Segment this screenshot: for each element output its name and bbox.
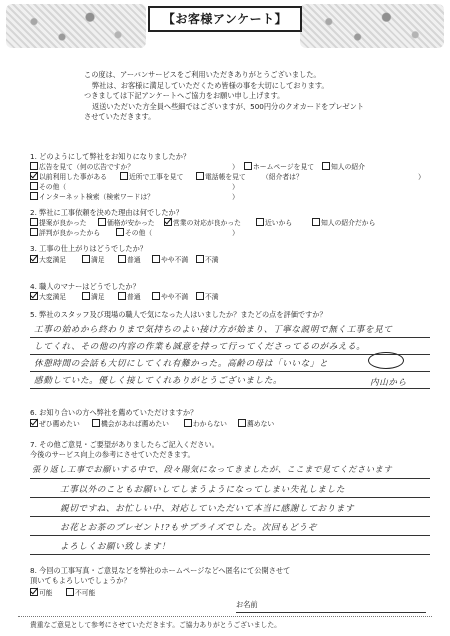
- checkbox-checked[interactable]: [30, 588, 38, 596]
- checkbox[interactable]: [196, 172, 204, 180]
- q1-label: 1. どのようにして弊社をお知りになりましたか？: [30, 152, 191, 161]
- q7-answer-line: 工事以外のこともお願いしてしまうようになってしまい失礼しました: [60, 485, 346, 495]
- q6-label: 6. お知り合いの方へ弊社を薦めていただけますか？: [30, 408, 198, 417]
- answer-underline: [30, 371, 430, 372]
- q1-option-introducer[interactable]: （紹介者は？: [262, 173, 303, 181]
- q8-option-no[interactable]: 不可能: [66, 588, 95, 598]
- paren-close: ）: [232, 183, 239, 191]
- q4-label: 4. 職人のマナーはどうでしたか？: [30, 282, 140, 291]
- checkbox-checked[interactable]: [30, 255, 38, 263]
- checkbox[interactable]: [118, 292, 126, 300]
- checkbox-checked[interactable]: [30, 419, 38, 427]
- paren-close: ）: [232, 163, 239, 171]
- footer-divider: [18, 616, 432, 617]
- q8-option-yes[interactable]: 可能: [30, 588, 53, 598]
- q2-option-proposal[interactable]: 提案が良かった: [30, 218, 87, 228]
- name-label: お名前: [236, 600, 258, 609]
- checkbox[interactable]: [82, 292, 90, 300]
- answer-underline: [30, 388, 430, 389]
- checkbox[interactable]: [238, 419, 246, 427]
- intro-line: 返送いただいた方全員へ些細ではございますが、500円分のクオカードをプレゼント: [92, 101, 364, 111]
- q1-option-ad[interactable]: 広告を見て（何の広告ですか？: [30, 162, 134, 172]
- checkbox[interactable]: [256, 218, 264, 226]
- q2-option-other[interactable]: その他（: [116, 228, 152, 238]
- q6-option[interactable]: 薦めない: [238, 419, 274, 429]
- checkbox[interactable]: [196, 255, 204, 263]
- checkbox[interactable]: [184, 419, 192, 427]
- answer-underline: [30, 516, 430, 517]
- checkbox[interactable]: [244, 162, 252, 170]
- q3-option[interactable]: やや不満: [152, 255, 188, 265]
- checkbox[interactable]: [98, 218, 106, 226]
- q1-option-other[interactable]: その他（: [30, 182, 66, 192]
- q3-label: 3. 工事の仕上がりはどうでしたか？: [30, 244, 147, 253]
- q6-option[interactable]: ぜひ薦めたい: [30, 419, 80, 429]
- q7-label: 7. その他ご意見・ご要望がありましたらご記入ください。: [30, 440, 219, 449]
- q8-label-2: 頂いてもよろしいでしょうか？: [30, 576, 131, 585]
- header-decoration-right: [300, 4, 444, 48]
- checkbox[interactable]: [30, 192, 38, 200]
- paren-close: ）: [418, 173, 425, 181]
- checkbox[interactable]: [152, 255, 160, 263]
- q4-option[interactable]: やや不満: [152, 292, 188, 302]
- q7-answer-line: お花とお茶のプレゼント!?もサプライズでした。次回もどうぞ: [60, 523, 317, 533]
- q2-option-friend[interactable]: 知人の紹介だから: [312, 218, 375, 228]
- q5-answer-line: 感動していた。優しく接してくれありがとうございました。: [34, 376, 283, 386]
- q1-option-phone[interactable]: 電話帳を見て: [196, 172, 246, 182]
- answer-underline: [30, 554, 430, 555]
- name-underline: [236, 612, 426, 613]
- checkbox[interactable]: [30, 182, 38, 190]
- answer-underline: [30, 337, 430, 338]
- q3-option[interactable]: 不満: [196, 255, 219, 265]
- q2-option-price[interactable]: 価格が安かった: [98, 218, 155, 228]
- q5-signature: 内山から: [370, 378, 407, 388]
- q5-label: 5. 弊社のスタッフ及び現場の職人で気になった人はいましたか？またどの点を評価ですか？: [30, 310, 327, 319]
- q6-option[interactable]: わからない: [184, 419, 227, 429]
- checkbox[interactable]: [116, 228, 124, 236]
- intro-line: させていただきます。: [84, 112, 156, 121]
- q1-option-friend[interactable]: 知人の紹介: [322, 162, 365, 172]
- q1-option-used[interactable]: 以前利用した事がある: [30, 172, 107, 182]
- q8-label: 8. 今回の工事写真・ご意見などを弊社のホームページなどへ匿名にて公開させて: [30, 566, 291, 575]
- checkbox-checked[interactable]: [30, 172, 38, 180]
- q1-option-hp[interactable]: ホームページを見て: [244, 162, 314, 172]
- answer-underline: [30, 354, 430, 355]
- checkbox[interactable]: [312, 218, 320, 226]
- checkbox[interactable]: [322, 162, 330, 170]
- q7-answer-line: 張り返し工事でお願いする中で、段々陽気になってきましたが、ここまで見てくださいます: [32, 464, 393, 474]
- q3-option[interactable]: 普通: [118, 255, 141, 265]
- checkbox[interactable]: [30, 218, 38, 226]
- checkbox-checked[interactable]: [164, 218, 172, 226]
- q7-sub: 今後のサービス向上の参考にさせていただきます。: [30, 450, 195, 459]
- q5-answer-line: 工事の始めから終わりまで気持ちのよい接け方が始まり、丁寧な説明で無く工事を見て: [34, 325, 393, 335]
- q1-option-near[interactable]: 近所で工事を見て: [120, 172, 183, 182]
- q7-answer-line: 親切ですね、お忙しい中、対応していただいて本当に感謝しております: [60, 504, 355, 514]
- q3-option[interactable]: 大変満足: [30, 255, 66, 265]
- intro-text: [84, 70, 384, 123]
- q3-option[interactable]: 満足: [82, 255, 105, 265]
- q4-option[interactable]: 満足: [82, 292, 105, 302]
- q2-option-reputation[interactable]: 評判が良かったから: [30, 228, 100, 238]
- q4-option[interactable]: 普通: [118, 292, 141, 302]
- q2-label: 2. 弊社に工事依頼を決めた理由は何でしたか？: [30, 208, 183, 217]
- q6-option[interactable]: 機会があれば薦めたい: [92, 419, 169, 429]
- checkbox[interactable]: [196, 292, 204, 300]
- q5-answer-line: 休憩時間の会話も大切にしてくれ有難かった。高齢の母は「いいな」と: [34, 359, 329, 369]
- survey-title: 【お客様アンケート】: [148, 6, 302, 32]
- q4-option[interactable]: 大変満足: [30, 292, 66, 302]
- checkbox[interactable]: [118, 255, 126, 263]
- answer-underline: [30, 478, 430, 479]
- intro-line: この度は、アーバンサービスをご利用いただきありがとうございました。: [84, 70, 321, 79]
- q7-answer-line: よろしくお願い致します！: [60, 542, 171, 552]
- answer-underline: [30, 535, 430, 536]
- q2-option-sales[interactable]: 営業の対応が良かった: [164, 218, 241, 228]
- footer-text: 貴重なご意見として参考にさせていただきます。ご協力ありがとうございました。: [30, 621, 281, 629]
- checkbox[interactable]: [92, 419, 100, 427]
- q1-option-search[interactable]: インターネット検索（検索ワードは？: [30, 192, 154, 202]
- q4-option[interactable]: 不満: [196, 292, 219, 302]
- checkbox[interactable]: [152, 292, 160, 300]
- checkbox[interactable]: [120, 172, 128, 180]
- checkbox[interactable]: [82, 255, 90, 263]
- paren-close: ）: [232, 193, 239, 201]
- answer-underline: [30, 497, 430, 498]
- q5-answer-line: してくれ、その他の内容の作業も誠意を持って行ってくださってるのがみえる。: [34, 342, 366, 352]
- checkbox[interactable]: [66, 588, 74, 596]
- q2-option-near[interactable]: 近いから: [256, 218, 292, 228]
- checkbox[interactable]: [30, 228, 38, 236]
- checkbox-checked[interactable]: [30, 292, 38, 300]
- header-decoration-left: [6, 4, 146, 48]
- paren-close: ）: [232, 229, 239, 237]
- intro-line: 弊社は、お客様に満足していただくため皆様の事を大切にしております。: [92, 80, 329, 90]
- intro-line: つきましては下記アンケートへご協力をお願い申し上げます。: [84, 91, 285, 100]
